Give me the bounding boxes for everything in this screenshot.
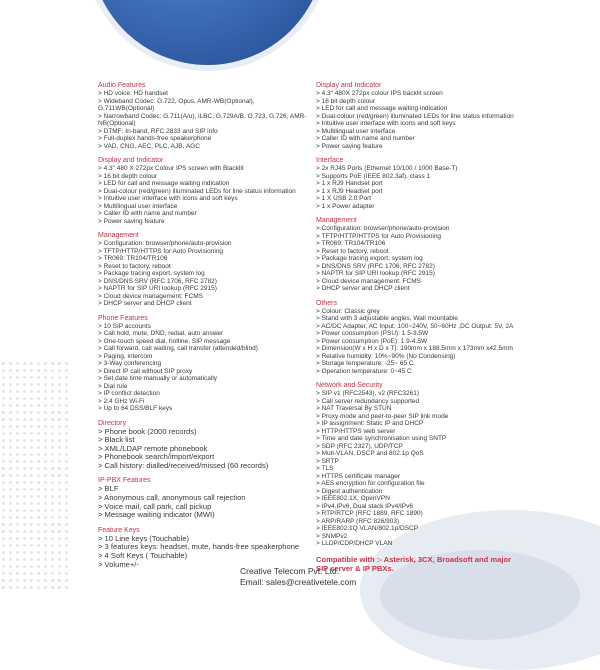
spec-item: > 3-Way conferencing	[98, 360, 162, 367]
spec-section	[98, 157, 310, 225]
spec-item: > Cloud device management: FCMS	[98, 292, 203, 300]
spec-item: > Caller ID with name and number	[98, 210, 197, 217]
spec-item: > Wideband Codec: G.722, Opus, AMR-WB(Optional), G.711WB(Optional)	[98, 97, 255, 112]
contact-email: Email: sales@creativetele.com	[240, 577, 357, 587]
right-sections-container	[316, 82, 522, 548]
spec-item: > Multilingual user interface	[98, 202, 178, 210]
spec-item: > Configuration: browser/phone/auto-provision	[316, 225, 450, 232]
spec-item: > Call hold, mute, DND, redial, auto answer	[98, 330, 224, 337]
spec-item: > 4 Soft Keys ( Touchable)	[98, 551, 188, 561]
spec-item: > Full-duplex hands-free speakerphone	[98, 135, 212, 142]
spec-item: > NAPTR for SIP URI lookup (RFC 2915)	[316, 270, 435, 277]
spec-item: > Muti-VLAN, DSCP and 802.1p QoS	[316, 450, 424, 457]
spec-item: > SDP (RFC 2327), UDP/TCP	[316, 442, 403, 450]
spec-item: > 1 x RJ9 Handset port	[316, 180, 383, 187]
spec-item: > DHCP server and DHCP client	[98, 300, 192, 307]
spec-item: > 2.4 GHz Wi-Fi	[98, 397, 145, 405]
decorative-blue-circle	[90, 0, 325, 65]
spec-item: > Reset to factory, reboot	[98, 262, 171, 270]
spec-item: > IEEE802.1Q VLAN/802.1p/DSCP	[316, 525, 419, 532]
spec-item: > 3 features keys: headset, mute, hands-free speakerphone	[98, 542, 300, 552]
section-title: Management	[98, 232, 139, 239]
spec-item: > Power saving feature	[316, 142, 383, 150]
spec-item: > Dial rule	[98, 382, 128, 390]
spec-item: > Direct IP call without SIP proxy	[98, 367, 193, 375]
spec-item: > 16 bit depth colour	[98, 172, 158, 180]
spec-item: > Power consumption (PoE): 1.9-4.5W	[316, 337, 428, 345]
spec-item: > Message waiting indicator (MWI)	[98, 510, 215, 520]
spec-item: > 16 bit depth colour	[316, 97, 376, 105]
spec-item: > Package tracing export, system log	[316, 255, 423, 262]
spec-item: > HD voice: HD handset	[98, 90, 168, 97]
spec-section	[316, 300, 522, 376]
spec-item: > Call server redundancy supported	[316, 397, 420, 405]
spec-section	[98, 315, 310, 413]
left-spec-column	[98, 82, 310, 576]
spec-item: > Dual-colour (red/green) illuminated LEDs for line status information	[98, 187, 296, 195]
spec-item: > TLS	[316, 465, 334, 472]
spec-item: > Operation temperature: 0~45 C	[316, 367, 412, 375]
spec-item: > AC/DC Adapter, AC Input: 100~240V, 50~60Hz ,DC Output: 5V, 2A	[316, 322, 514, 330]
section-title: Feature Keys	[98, 526, 140, 534]
spec-item: > 4.3" 480X 272px colour IPS backlit screen	[316, 90, 443, 97]
company-name: Creative Telecom Pvt. Ltd.	[240, 566, 340, 576]
spec-item: > IP conflict detection	[98, 390, 160, 397]
spec-item: > Package tracing export, system log	[98, 270, 205, 277]
section-title: Network and Security	[316, 382, 383, 389]
decorative-dot-pattern	[0, 360, 70, 590]
spec-item: > Power consumption (PSU): 1.5-3.5W	[316, 330, 429, 337]
spec-item: > XML/LDAP remote phonebook	[98, 443, 208, 453]
spec-item: > LLDP/CDP/DHCP VLAN	[316, 540, 393, 547]
section-title: Directory	[98, 419, 127, 427]
spec-item: > Proxy mode and peer-to-peer SIP link mode	[316, 412, 449, 420]
spec-section	[316, 217, 522, 293]
spec-item: > NAT Traversal By STUN	[316, 405, 392, 412]
spec-item: > BLF	[98, 484, 119, 494]
spec-item: > SRTP	[316, 457, 339, 465]
spec-item: > Supports PoE (IEEE 802.3af), class 1	[316, 172, 430, 180]
spec-item: > Intuitive user interface with icons and soft keys	[98, 195, 238, 202]
spec-item: > Call history: dialled/received/missed (60 records)	[98, 460, 269, 470]
spec-item: > Dual-colour (red/green) illuminated LEDs for line status information	[316, 112, 514, 120]
spec-item: > NAPTR for SIP URI lookup (RFC 2915)	[98, 285, 217, 292]
spec-item: > 4.3" 480 X 272px Colour IPS screen with Blacklit	[98, 165, 244, 172]
spec-item: > Reset to factory, reboot	[316, 247, 389, 255]
spec-section	[98, 527, 310, 569]
spec-item: > Colour: Classic grey	[316, 307, 380, 315]
spec-item: > DNS/DNS SRV (RFC 1706, RFC 2782)	[98, 277, 217, 285]
spec-section	[98, 420, 310, 471]
spec-item: > DHCP server and DHCP client	[316, 285, 410, 292]
spec-section	[316, 82, 522, 150]
spec-item: > IPv4,IPv6, Dual stack IPv4/IPv6	[316, 502, 414, 510]
spec-item: > Voice mail, call park, call pickup	[98, 501, 212, 511]
spec-item: > Up to 64 DSS/BLF keys	[98, 405, 173, 412]
spec-item: > TR069: TR104/TR106	[98, 255, 168, 262]
spec-item: > 10 Line keys (Touchable)	[98, 533, 189, 543]
spec-item: > Anonymous call, anonymous call rejection	[98, 493, 246, 503]
spec-item: > Power saving feature	[98, 217, 165, 225]
spec-section	[98, 82, 310, 150]
spec-item: > LED for call and message waiting indication	[98, 180, 230, 187]
section-title: Display and Indicator	[98, 157, 164, 164]
spec-item: > IP assignment: Static IP and DHCP	[316, 420, 424, 427]
spec-item: > Call forward, call waiting, call transfer (attended/blind)	[98, 345, 258, 352]
spec-item: > DNS/DNS SRV (RFC 1706, RFC 2782)	[316, 262, 435, 270]
spec-item: > Black list	[98, 435, 135, 445]
spec-item: > LED for call and message waiting indication	[316, 105, 448, 112]
spec-item: > Phone book (2000 records)	[98, 426, 197, 436]
spec-section	[98, 232, 310, 308]
section-title: Management	[316, 217, 357, 224]
spec-item: > TFTP/HTTP/HTTPS for Auto Provisioning	[316, 232, 442, 240]
spec-section	[316, 382, 522, 548]
section-title: Interface	[316, 157, 344, 164]
spec-item: > IEEE802.1X, OpenVPN	[316, 495, 390, 502]
spec-item: > TFTP/HTTP/HTTPS for Auto Provisioning	[98, 247, 224, 255]
spec-item: > Dimension(W x H x D x T): 190mm x 188.5mm x 173mm x42.5mm	[316, 345, 513, 352]
spec-item: > Time and date synchronisation using SNTP	[316, 435, 447, 442]
spec-item: > Phonebook search/import/export	[98, 452, 215, 462]
spec-item: > DTMF: In-band, RFC 2833 and SIP info	[98, 127, 218, 135]
spec-item: > Set date time manually or automatically	[98, 375, 218, 382]
spec-item: > Digest authentication	[316, 487, 383, 495]
spec-item: > Cloud device management: FCMS	[316, 277, 421, 285]
spec-item: > Caller ID with name and number	[316, 135, 415, 142]
spec-item: > TR069: TR104/TR106	[316, 240, 386, 247]
spec-section	[316, 157, 522, 210]
contact-block	[240, 566, 356, 588]
section-title: IP-PBX Features	[98, 477, 151, 485]
spec-item: > ARP/RARP (RFC 826/903)	[316, 517, 400, 525]
spec-item: > 2x RJ45 Ports (Ethernet 10/100 / 1000 Base-T)	[316, 165, 458, 172]
spec-item: > SIP v1 (RFC2543), v2 (RFC3261)	[316, 390, 420, 397]
spec-item: > One-touch speed dial, hotline, SIP message	[98, 337, 231, 345]
spec-item: > RTP/RTCP (RFC 1889, RFC 1890)	[316, 510, 423, 517]
spec-item: > Storage temperature: -25~ 65 C	[316, 360, 414, 367]
spec-item: > Narrowband Codec: G.711(A/u), iLBC, G.729A/B, G.723, G.726, AMR-NB(Optional)	[98, 112, 307, 127]
spec-item: > Configuration: browser/phone/auto-provision	[98, 240, 232, 247]
spec-item: > VAD, CNG, AEC, PLC, AJB, AGC	[98, 142, 200, 150]
spec-item: > Multilingual user interface	[316, 127, 396, 135]
section-title: Phone Features	[98, 314, 148, 322]
section-title: Display and Indicator	[316, 82, 382, 89]
section-title: Others	[316, 299, 338, 307]
spec-item: > HTTPS certificate manager	[316, 472, 400, 480]
spec-section	[98, 477, 310, 519]
spec-item: > Volume+/-	[98, 559, 139, 569]
right-spec-column	[316, 82, 522, 573]
spec-item: > SNMPv2	[316, 532, 348, 540]
section-title: Audio Features	[98, 82, 146, 89]
spec-item: > AES encryption for configuration file	[316, 480, 425, 487]
compatibility-note: Compatible with :- Asterisk, 3CX, Broadsoft and major SIP server & IP PBXs.	[316, 554, 512, 573]
spec-item: > 10 SIP accounts	[98, 322, 151, 330]
spec-item: > Paging, intercom	[98, 352, 153, 360]
spec-item: > Relative humidity: 10%~90% (No Condensing)	[316, 352, 456, 360]
spec-item: > 1 x Power adapter	[316, 202, 375, 210]
spec-item: > HTTP/HTTPS web server	[316, 427, 396, 435]
spec-item: > Intuitive user interface with icons and soft keys	[316, 120, 456, 127]
spec-item: > 1 X USB 2.0 Port	[316, 195, 372, 202]
spec-item: > Stand with 3 adjustable angles, Wall mountable	[316, 315, 458, 322]
spec-item: > 1 x RJ9 Headset port	[316, 187, 383, 195]
